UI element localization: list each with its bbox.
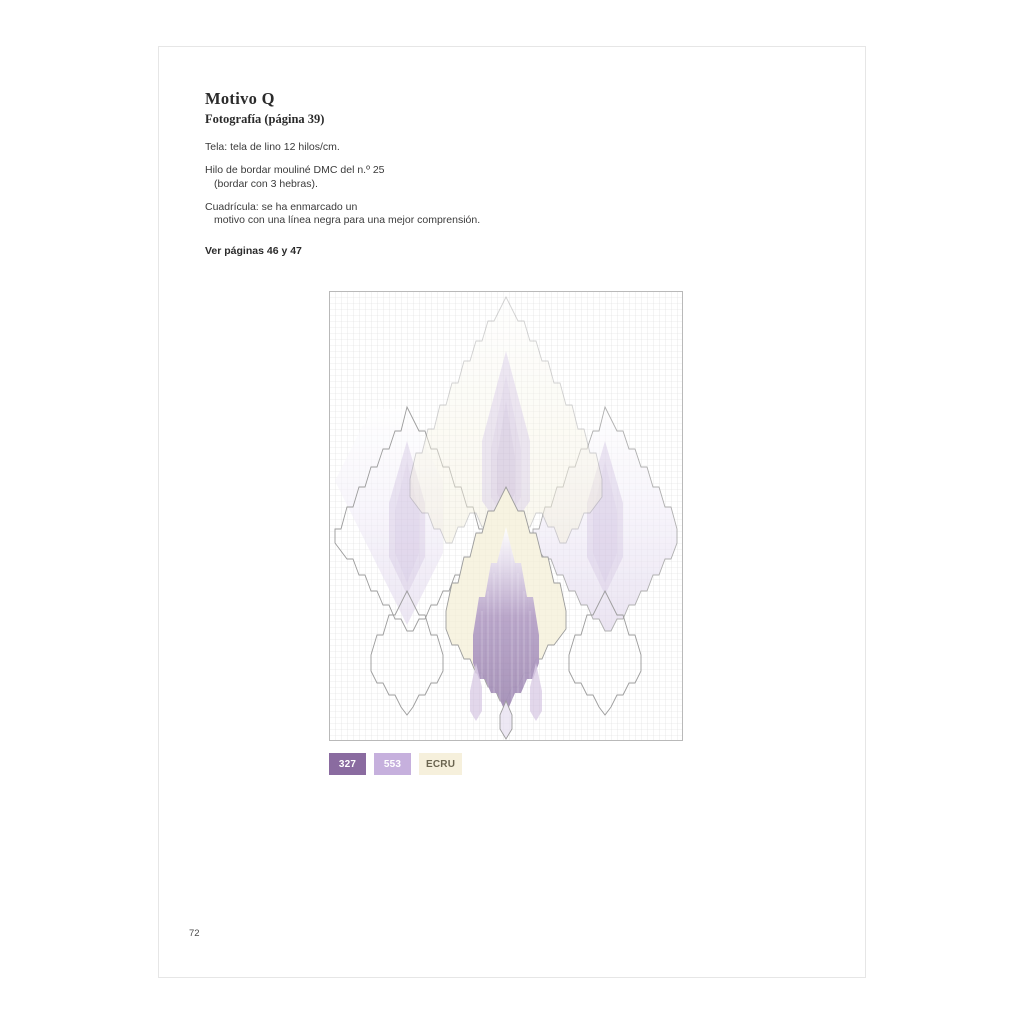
pattern-chart — [329, 291, 683, 741]
page-subtitle: Fotografía (página 39) — [205, 112, 325, 126]
text-block — [205, 89, 825, 257]
spec-grid-text: Cuadrícula: se ha enmarcado un — [205, 200, 358, 213]
spec-fabric-text: Tela: tela de lino 12 hilos/cm. — [205, 141, 340, 153]
spec-grid-indent: motivo con una línea negra para una mejor comprensión. — [214, 214, 481, 227]
chart-canvas — [329, 291, 683, 741]
see-pages-note: Ver páginas 46 y 47 — [205, 245, 302, 258]
chart-svg — [329, 291, 683, 741]
chart-grid-overlay — [330, 292, 683, 741]
legend-code-553: 553 — [383, 758, 402, 770]
legend-swatch-ecru[interactable] — [419, 753, 462, 775]
legend-code-327: 327 — [338, 758, 357, 770]
spec-grid — [205, 201, 825, 229]
spec-thread-text: Hilo de bordar mouliné DMC del n.º 25 — [205, 163, 385, 176]
page-title: Motivo Q — [205, 89, 275, 108]
spec-fabric — [205, 141, 825, 155]
legend-swatch-553[interactable] — [374, 753, 411, 775]
legend-swatch-327[interactable] — [329, 753, 366, 775]
color-legend — [329, 753, 462, 775]
spec-thread-indent: (bordar con 3 hebras). — [214, 177, 318, 190]
legend-code-ecru: ECRU — [426, 758, 456, 770]
page-number: 72 — [189, 928, 200, 939]
spec-thread — [205, 164, 825, 192]
document-page — [158, 46, 866, 978]
